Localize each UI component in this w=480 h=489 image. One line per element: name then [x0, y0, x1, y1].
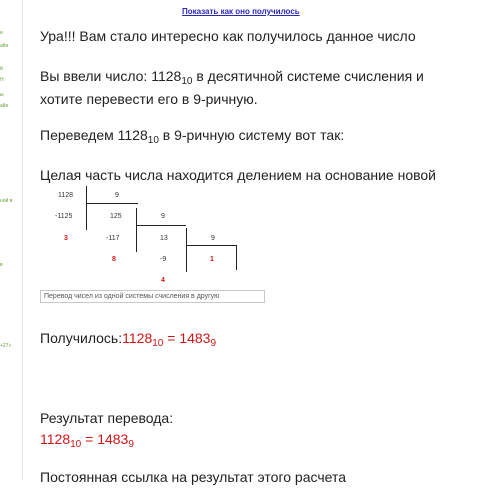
final-lhs-sub: 10 — [70, 439, 82, 450]
sidebar-fragment[interactable]: ы — [0, 92, 4, 98]
sidebar-fragment[interactable]: ной в — [0, 198, 13, 204]
division-cell: 9 — [115, 192, 119, 199]
division-caption: Перевод чисел из одной системы счисления в другую — [40, 290, 265, 303]
division-line — [186, 228, 187, 272]
division-line — [136, 208, 137, 252]
final-rhs-sub: 9 — [128, 439, 134, 450]
final-title: Результат перевода: — [40, 410, 174, 426]
entered-number-line2: хотите перевести его в 9-ричную. — [40, 91, 258, 107]
sidebar-fragment[interactable]: айн — [0, 103, 9, 109]
result-lhs-sub: 10 — [152, 338, 164, 349]
final-lhs: 1128 — [40, 431, 71, 447]
integer-part-text: Целая часть числа находится делением на основание новой — [40, 167, 436, 183]
sidebar-fragment[interactable]: +27» — [0, 343, 12, 349]
main-content — [24, 0, 480, 485]
intro-text: Ура!!! Вам стало интересно как получилось данное число — [40, 28, 416, 44]
permalink-text[interactable]: Постоянная ссылка на результат этого расчета — [40, 469, 346, 485]
division-cell: -1125 — [55, 213, 73, 220]
convert-text-b: в 9-ричную систему вот так: — [158, 127, 345, 143]
division-cell: -117 — [106, 235, 120, 242]
final-eq: = 1483 — [81, 431, 129, 447]
sidebar-fragment[interactable]: айн — [0, 43, 9, 49]
division-cell: -9 — [160, 256, 167, 263]
show-how-link[interactable]: Показать как оно получилось — [182, 7, 300, 16]
result-rhs-sub: 9 — [210, 338, 217, 349]
remainder-digit: 1 — [210, 256, 214, 263]
division-line — [186, 245, 236, 246]
convert-base-sub: 10 — [147, 135, 159, 146]
left-sidebar — [0, 0, 14, 480]
sidebar-divider — [22, 0, 23, 480]
division-cell: 9 — [211, 235, 215, 242]
remainder-digit: 8 — [112, 256, 116, 263]
entered-text-b: в десятичной системе счисления и — [192, 68, 424, 84]
convert-text — [40, 124, 344, 152]
sidebar-fragment[interactable]: и — [0, 30, 3, 36]
sidebar-fragment[interactable]: Н — [0, 77, 4, 83]
division-line — [136, 225, 186, 226]
remainder-digit: 4 — [161, 277, 165, 284]
division-cell: 9 — [161, 213, 165, 220]
result-line — [40, 327, 216, 355]
division-cell: 125 — [110, 213, 122, 220]
result-label: Получилось: — [40, 330, 123, 346]
division-line — [236, 245, 237, 270]
division-line — [86, 186, 87, 230]
division-line — [86, 203, 138, 204]
entered-text-a: Вы ввели число: 1128 — [40, 68, 182, 84]
convert-text-a: Переведем 1128 — [40, 127, 148, 143]
result-lhs: 1128 — [122, 330, 153, 346]
sidebar-fragment[interactable]: в — [0, 262, 3, 268]
division-cell: 1128 — [58, 192, 74, 199]
result-eq: = 1483 — [163, 330, 211, 346]
division-cell: 13 — [160, 235, 168, 242]
remainder-digit: 3 — [64, 235, 68, 242]
entered-base-sub: 10 — [181, 76, 193, 87]
sidebar-fragment[interactable]: й — [0, 66, 3, 72]
final-result — [40, 428, 134, 456]
